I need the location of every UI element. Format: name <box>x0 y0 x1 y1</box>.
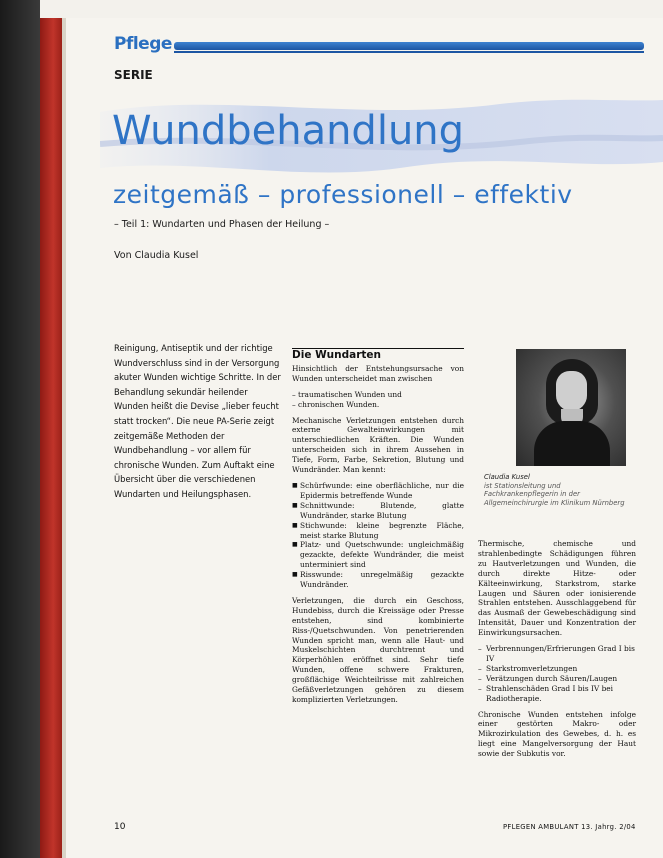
caption-description: ist Stationsleitung und Fachkrankenpflegerin in der Allgemeinchirurgie im Klinikum Nürnberg <box>484 481 625 507</box>
list-item: – chronischen Wunden. <box>292 399 380 409</box>
paragraph: Chronische Wunden entstehen infolge einer gestörten Makro- oder Mikrozirkulation des Gewebes, d. h. es liegt eine Mangelversorgung der Haut sowie der Subkutis vor. <box>478 709 636 759</box>
photo-body <box>534 421 610 466</box>
list-item: – traumatischen Wunden und <box>292 389 402 399</box>
section-label: Pflege <box>114 34 172 54</box>
paragraph: Hinsichtlich der Entstehungsursache von Wunden unterscheidet man zwischen <box>292 363 464 383</box>
column-wundarten <box>292 348 464 711</box>
paragraph: Mechanische Verletzungen entstehen durch externe Gewalteinwirkungen mit unterschiedlichen Kräften. Die Wunden unterscheiden sich in ihrem Aussehen in Tiefe, Form, Farbe, Sekretion, Blutung und Wundränder. Man kennt: <box>292 415 464 475</box>
list-item: – Verbrennungen/Erfrierungen Grad I bis IV <box>478 644 636 664</box>
page-number: 10 <box>114 822 126 832</box>
section-heading: Die Wundarten <box>292 349 382 361</box>
dash-list <box>292 390 464 410</box>
author-photo <box>516 349 626 466</box>
running-footer: PFLEGEN AMBULANT 13. Jahrg. 2/04 <box>503 823 636 831</box>
list-item: ■ Stichwunde: kleine begrenzte Fläche, meist starke Blutung <box>292 521 464 541</box>
list-item: ■ Risswunde: unregelmäßig gezackte Wundränder. <box>292 570 464 590</box>
list-item: ■ Schürfwunde: eine oberflächliche, nur die Epidermis betreffende Wunde <box>292 481 464 501</box>
list-item: – Verätzungen durch Säuren/Laugen <box>478 674 636 684</box>
section-bar-underline <box>174 51 644 53</box>
list-item: – Starkstromverletzungen <box>478 664 636 674</box>
photo-caption <box>484 473 634 507</box>
caption-name: Claudia Kusel <box>484 473 530 481</box>
paragraph: Verletzungen, die durch ein Geschoss, Hundebiss, durch die Kreissäge oder Presse entstehen, sind kombinierte Riss-/Quetschwunden. Von penetrierenden Wunden spricht man, wenn alle Haut- und Muskelschichten durchtrennt und Körperhöhlen eröffnet sind. Sehr tiefe Wunden, offene schwere Frakturen, großflächige Weichteilrisse mit zahlreichen Gefäßverletzungen gehören zu diesem komplizierten Verletzungen. <box>292 595 464 704</box>
photo-face <box>556 371 587 411</box>
column-right <box>478 539 636 765</box>
binding-shadow <box>0 0 40 858</box>
section-bar <box>174 42 644 50</box>
paragraph: Thermische, chemische und strahlenbedingte Schädigungen führen zu Hautverletzungen und Wunden, die durch direkte Hitze- oder Kälteeinwirkung, Starkstrom, starke Laugen und Säuren oder ionisierende Strahlen entstehen. Ausschlaggebend für das Ausmaß der Gewebeschädigung sind Intensität, Dauer und Konzentration der Einwirkungsursachen. <box>478 539 636 638</box>
article-title: Wundbehandlung <box>112 108 465 154</box>
wound-type-list <box>292 481 464 590</box>
series-part: – Teil 1: Wundarten und Phasen der Heilung – <box>114 219 330 230</box>
series-label: SERIE <box>114 68 153 82</box>
thermal-list <box>478 644 636 703</box>
list-item: ■ Platz- und Quetschwunde: ungleichmäßig gezackte, defekte Wundränder, die meist unterminiert sind <box>292 540 464 570</box>
lead-paragraph: Reinigung, Antiseptik und der richtige Wundverschluss sind in der Versorgung akuter Wunden wichtige Schritte. In der Behandlung sekundär heilender Wunden heißt die Devise „lieber feucht statt trocken“. Die neue PA-Serie zeigt zeitgemäße Methoden der Wundbehandlung – vor allem für chronische Wunden. Zum Auftakt eine Übersicht über die verschiedenen Wundarten und Heilungsphasen. <box>114 343 281 499</box>
list-item: – Strahlenschäden Grad I bis IV bei Radiotherapie. <box>478 684 636 704</box>
red-spine <box>40 18 62 858</box>
byline: Von Claudia Kusel <box>114 250 199 261</box>
article-subtitle: zeitgemäß – professionell – effektiv <box>113 180 573 209</box>
list-item: ■ Schnittwunde: Blutende, glatte Wundränder, starke Blutung <box>292 501 464 521</box>
